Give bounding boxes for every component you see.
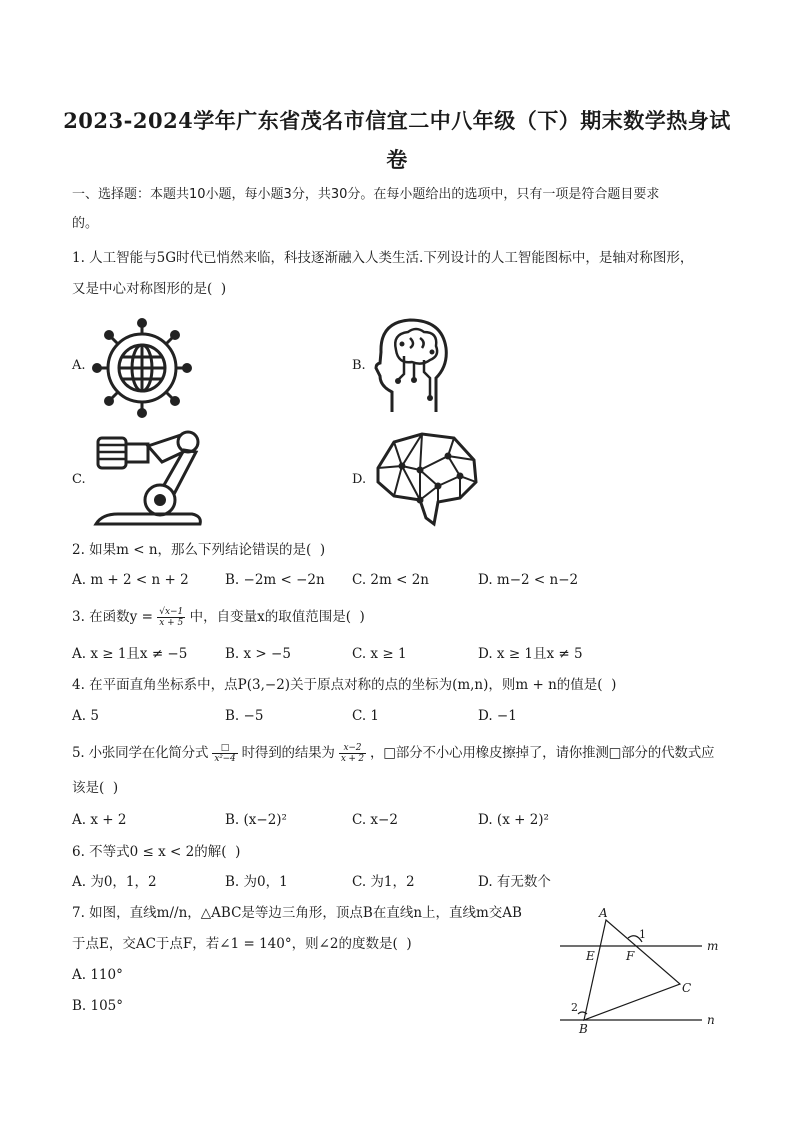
q1-option-b-label: B. xyxy=(352,358,366,373)
label-m: m xyxy=(707,939,719,953)
question-4-stem: 4. 在平面直角坐标系中，点P(3,−2)关于原点对称的点的坐标为(m,n)，则m + n的值是( ) xyxy=(72,677,617,693)
q4-option-c: C. 1 xyxy=(352,708,380,724)
q5-stem-start: 5. 小张同学在化简分式 xyxy=(72,745,209,761)
q6-option-a: A. 为0，1，2 xyxy=(72,874,157,890)
q5-fraction-1 xyxy=(212,743,237,764)
head-circuit-icon xyxy=(372,316,452,416)
question-1-stem-continued: 又是中心对称图形的是( ) xyxy=(72,281,227,297)
q5-stem-mid: 时得到的结果为 xyxy=(241,745,335,761)
q3-option-b: B. x > −5 xyxy=(225,646,291,662)
q6-option-b: B. 为0，1 xyxy=(225,874,288,890)
q1-option-d-label: D. xyxy=(352,472,367,487)
section-heading-continued: 的。 xyxy=(72,216,99,231)
q3-stem-end: 中，自变量x的取值范围是( ) xyxy=(189,609,365,625)
q4-option-d: D. −1 xyxy=(478,708,517,724)
q3-frac-num: √x−1 xyxy=(159,607,184,617)
q5-frac2-num: x−2 xyxy=(339,743,366,754)
page-title-continued: 卷 xyxy=(386,147,408,172)
q5-fraction-2 xyxy=(339,743,366,764)
q3-frac-den: x + 5 xyxy=(159,618,184,628)
q6-option-d: D. 有无数个 xyxy=(478,874,551,890)
q5-option-b: B. (x−2)² xyxy=(225,812,287,828)
q6-option-c: C. 为1，2 xyxy=(352,874,415,890)
question-7-stem: 7. 如图，直线m//n，△ABC是等边三角形，顶点B在直线n上，直线m交AB xyxy=(72,905,522,921)
question-1-stem: 1. 人工智能与5G时代已悄然来临，科技逐渐融入人类生活.下列设计的人工智能图标中，是轴对称图形， xyxy=(72,250,694,266)
q5-frac2-den: x + 2 xyxy=(340,754,364,764)
q5-frac1-num: □ xyxy=(212,743,237,754)
section-heading: 一、选择题：本题共10小题，每小题3分，共30分。在每小题给出的选项中，只有一项是符合题目要求 xyxy=(72,187,660,202)
label-f: F xyxy=(626,949,635,963)
label-b: B xyxy=(579,1022,588,1036)
question-7-stem-continued: 于点E，交AC于点F，若∠1 = 140°，则∠2的度数是( ) xyxy=(72,936,412,952)
label-e: E xyxy=(586,949,595,963)
q4-option-b: B. −5 xyxy=(225,708,264,724)
q5-frac1-den: x²−4 xyxy=(214,754,236,764)
robot-arm-icon xyxy=(92,430,212,528)
triangle-abc xyxy=(584,920,680,1020)
q1-option-a-label: A. xyxy=(72,358,86,373)
q3-stem-start: 3. 在函数y = xyxy=(72,609,153,625)
q3-fraction xyxy=(157,607,185,628)
question-5-stem xyxy=(72,743,714,764)
polygon-brain-icon xyxy=(372,430,482,528)
globe-virus-icon xyxy=(92,318,192,418)
question-6-stem: 6. 不等式0 ≤ x < 2的解( ) xyxy=(72,844,241,860)
q2-option-b: B. −2m < −2n xyxy=(225,572,325,588)
triangle-parallel-lines-figure xyxy=(552,902,732,1036)
q2-option-c: C. 2m < 2n xyxy=(352,572,429,588)
q7-option-b: B. 105° xyxy=(72,998,124,1014)
q4-option-a: A. 5 xyxy=(72,708,99,724)
label-a: A xyxy=(599,906,608,920)
label-n: n xyxy=(707,1013,715,1027)
q5-option-a: A. x + 2 xyxy=(72,812,127,828)
q3-option-c: C. x ≥ 1 xyxy=(352,646,407,662)
q7-option-a: A. 110° xyxy=(72,967,123,983)
q5-option-c: C. x−2 xyxy=(352,812,398,828)
question-3-stem xyxy=(72,607,365,628)
question-5-stem-continued: 该是( ) xyxy=(72,780,119,796)
q5-stem-end: ，□部分不小心用橡皮擦掉了，请你推测□部分的代数式应 xyxy=(370,745,715,761)
label-c: C xyxy=(682,981,692,995)
label-angle-1: 1 xyxy=(639,928,646,941)
q1-option-c-label: C. xyxy=(72,472,86,487)
q5-option-d: D. (x + 2)² xyxy=(478,812,549,828)
label-angle-2: 2 xyxy=(571,1001,578,1014)
q2-option-a: A. m + 2 < n + 2 xyxy=(72,572,189,588)
page-title: 2023-2024学年广东省茂名市信宜二中八年级（下）期末数学热身试 xyxy=(63,108,731,133)
q3-option-a: A. x ≥ 1且x ≠ −5 xyxy=(72,646,188,662)
q2-option-d: D. m−2 < n−2 xyxy=(478,572,579,588)
question-2-stem: 2. 如果m < n，那么下列结论错误的是( ) xyxy=(72,542,326,558)
q3-option-d: D. x ≥ 1且x ≠ 5 xyxy=(478,646,583,662)
